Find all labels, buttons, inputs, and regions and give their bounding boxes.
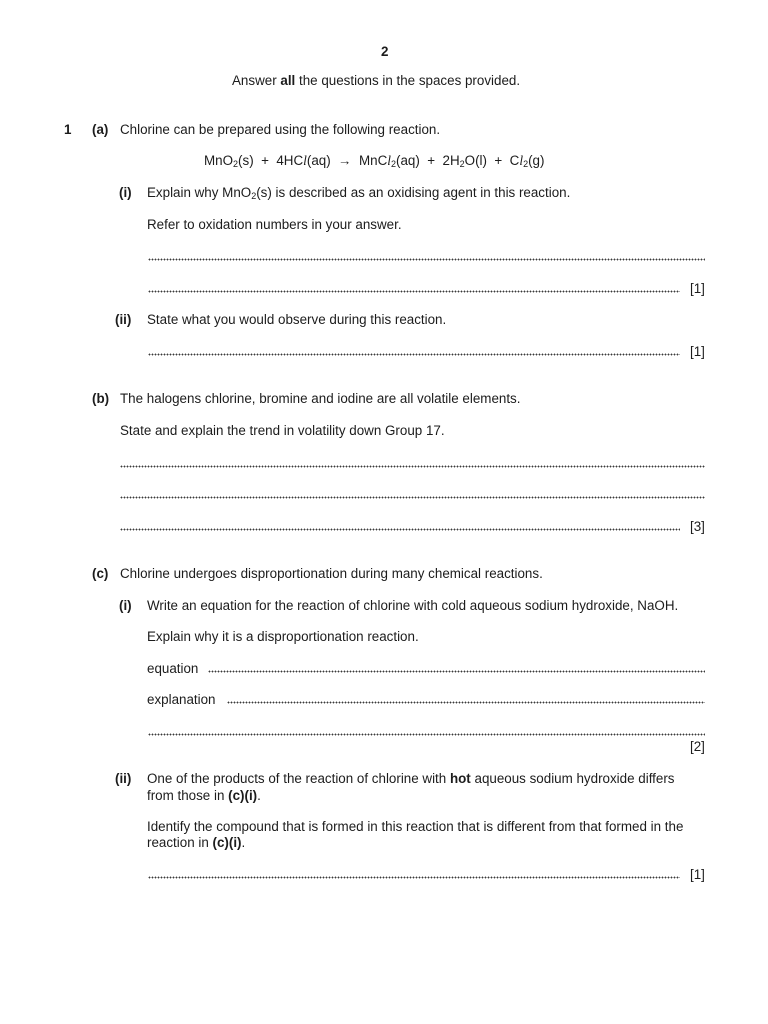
- marks-label: [1]: [690, 867, 705, 882]
- part-c-label: (c): [92, 566, 109, 581]
- part-b-text: The halogens chlorine, bromine and iodine are all volatile elements.: [120, 391, 521, 406]
- part-c-ii-line4: reaction in (c)(i).: [147, 835, 246, 850]
- marks-label: [2]: [690, 739, 705, 754]
- part-c-ii-label: (ii): [115, 771, 132, 786]
- part-c-ii-line3: Identify the compound that is formed in this reaction that is different from that formed in the: [147, 819, 684, 834]
- question-number: 1: [64, 122, 72, 137]
- part-c-ii-line2: from those in (c)(i).: [147, 788, 261, 803]
- part-c-i-text: Write an equation for the reaction of chlorine with cold aqueous sodium hydroxide, NaOH.: [147, 598, 679, 613]
- answer-line[interactable]: [120, 486, 705, 500]
- instruction-text: Answer all the questions in the spaces provided.: [232, 73, 521, 88]
- marks-label: [3]: [690, 519, 705, 534]
- part-a-text: Chlorine can be prepared using the following reaction.: [120, 122, 441, 137]
- part-c-text: Chlorine undergoes disproportionation during many chemical reactions.: [120, 566, 543, 581]
- equation-answer-line[interactable]: [208, 660, 705, 674]
- answer-line[interactable]: [148, 280, 680, 294]
- answer-line[interactable]: [148, 866, 680, 880]
- answer-line[interactable]: [120, 518, 680, 532]
- marks-label: [1]: [690, 344, 705, 359]
- part-c-i-label: (i): [119, 598, 132, 613]
- part-a-ii-text: State what you would observe during this reaction.: [147, 312, 447, 327]
- answer-line[interactable]: [120, 455, 705, 469]
- part-b-label: (b): [92, 391, 110, 406]
- part-a-i-subtext: Refer to oxidation numbers in your answer.: [147, 217, 402, 232]
- part-a-ii-label: (ii): [115, 312, 132, 327]
- part-a-label: (a): [92, 122, 109, 137]
- explanation-answer-line[interactable]: [227, 691, 705, 705]
- equation-label: equation: [147, 661, 199, 676]
- explanation-label: explanation: [147, 692, 216, 707]
- part-a-i-text: Explain why MnO$_2$(s) is described as an oxidising agent in this reaction.: [147, 185, 571, 201]
- page-number: 2: [381, 44, 389, 59]
- part-b-subtext: State and explain the trend in volatility down Group 17.: [120, 423, 445, 438]
- part-c-ii-line1: One of the products of the reaction of chlorine with hot aqueous sodium hydroxide differs: [147, 771, 675, 786]
- answer-line[interactable]: [148, 248, 705, 262]
- part-c-i-subtext: Explain why it is a disproportionation reaction.: [147, 629, 419, 644]
- reaction-equation: MnO$_2$(s) + 4HCl(aq) → MnCl$_2$(aq) + $2H_2O(l) + Cl_2(g)$: [204, 153, 545, 169]
- answer-line[interactable]: [148, 343, 680, 357]
- answer-line[interactable]: [148, 723, 705, 737]
- part-a-i-label: (i): [119, 185, 132, 200]
- marks-label: [1]: [690, 281, 705, 296]
